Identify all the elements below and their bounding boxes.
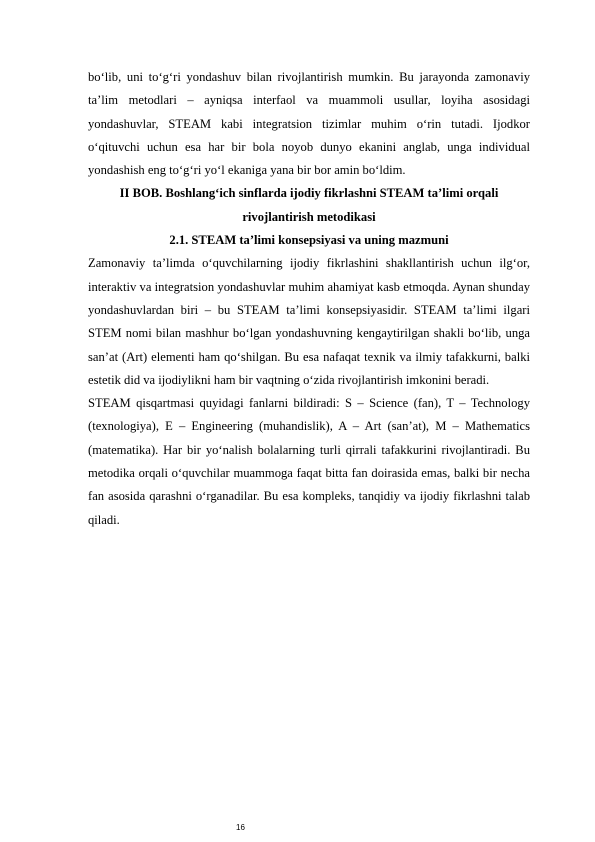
body-paragraph-2: STEAM qisqartmasi quyidagi fanlarni bildiradi: S – Science (fan), T – Technology (texnologiya), E – Engineering (muhandislik), A – Art (san’at), M – Mathematics (matematika). Har bir yo‘nalish bolalarning turli qirrali tafakkurini rivojlantiradi. Bu metodika orqali o‘quvchilar muammoga faqat bitta fan doirasida emas, balki bir necha fan asosida qarashni o‘rganadilar. Bu esa kompleks, tanqidiy va ijodiy fikrlashni talab qiladi.: [88, 396, 530, 527]
page-number: 16: [236, 823, 245, 832]
intro-paragraph: bo‘lib, uni to‘g‘ri yondashuv bilan rivojlantirish mumkin. Bu jarayonda zamonaviy ta’lim metodlari – ayniqsa interfaol va muammoli usullar, loyiha asosidagi yondashuvlar, STEAM kabi integratsion tizimlar muhim o‘rin tutadi. Ijodkor o‘qituvchi uchun esa har bir bola noyob dunyo ekanini anglab, unga individual yondashish eng to‘g‘ri yo‘l ekaniga yana bir bor amin bo‘ldim.: [88, 70, 530, 178]
body-paragraph-1: Zamonaviy ta’limda o‘quvchilarning ijodiy fikrlashini shakllantirish uchun ilg‘or, interaktiv va integratsion yondashuvlar muhim ahamiyat kasb etmoqda. Aynan shunday yondashuvlardan biri – bu STEAM ta’limi konsepsiyasidir. STEAM ta’limi ilgari STEM nomi bilan mashhur bo‘lgan yondashuvning kengaytirilgan shakli bo‘lib, unga san’at (Art) elementi ham qo‘shilgan. Bu esa nafaqat texnik va ilmiy tafakkurni, balki estetik did va ijodiylikni ham bir vaqtning o‘zida rivojlantirish imkonini beradi.: [88, 256, 530, 387]
page-content: [88, 66, 530, 532]
section-title: 2.1. STEAM ta’limi konsepsiyasi va uning mazmuni: [169, 233, 449, 248]
chapter-title: II BOB. Boshlang‘ich sinflarda ijodiy fikrlashni STEAM ta’limi orqali rivojlantirish metodikasi: [119, 186, 499, 224]
